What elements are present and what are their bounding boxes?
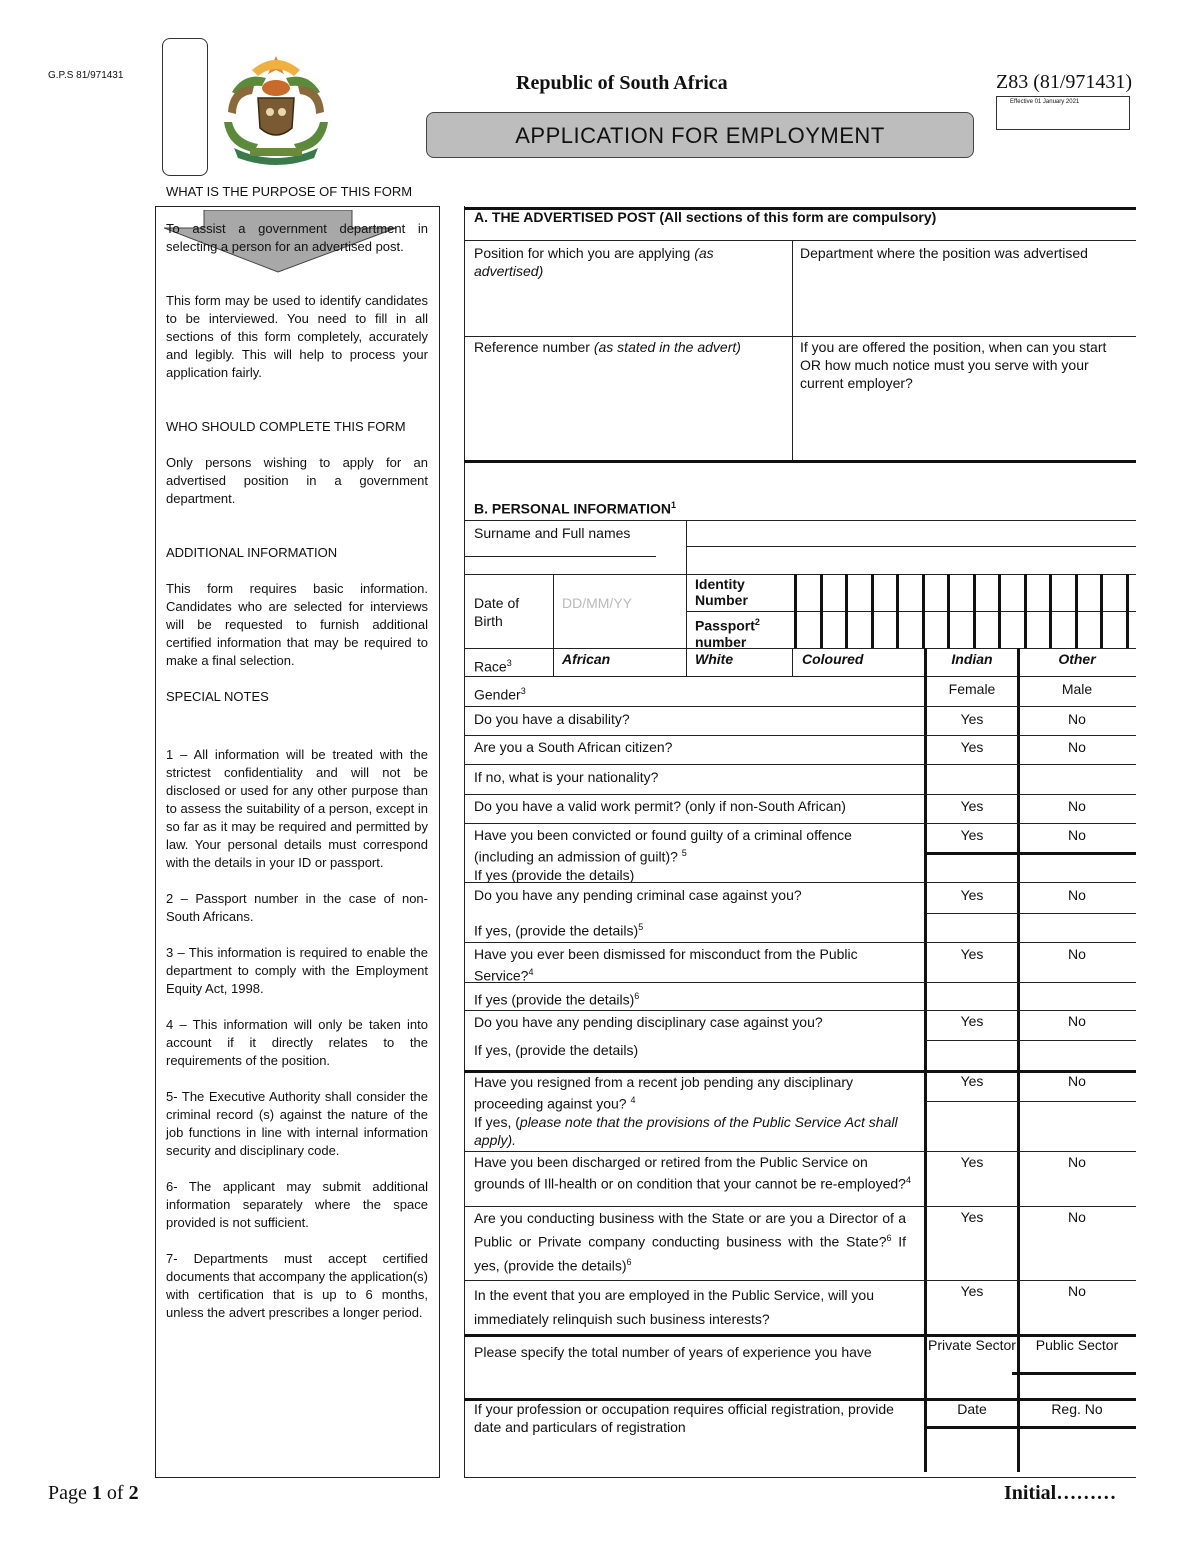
q-resigned: Have you resigned from a recent job pending any disciplinary proceeding against you? $^4$ If yes, (please note that the provisions of the Public Service Act shall apply). (474, 1074, 898, 1148)
q-experience: Please specify the total number of years of experience you have (474, 1344, 872, 1360)
q-convicted: Have you been convicted or found guilty of a criminal offence (including an admission of guilt)? $^5$ If yes (provide the details) (474, 827, 852, 883)
additional-heading: ADDITIONAL INFORMATION (166, 545, 338, 560)
permit-yes[interactable]: Yes (960, 798, 984, 814)
citizen-yes[interactable]: Yes (960, 739, 984, 755)
id-box-divider (896, 574, 899, 648)
who-text: Only persons wishing to apply for an advertised position in a government department. (166, 455, 428, 506)
pending-criminal-yes[interactable]: Yes (960, 887, 984, 903)
citizen-no[interactable]: No (1068, 739, 1086, 755)
q-pending-disc: Do you have any pending disciplinary case against you? (474, 1014, 823, 1030)
note-5: 5- The Executive Authority shall consider the criminal record (s) against the nature of the job functions in line with internal information security and disciplinary code. (166, 1089, 428, 1158)
race-option-indian[interactable]: Indian (951, 651, 993, 667)
convicted-yes[interactable]: Yes (960, 827, 984, 843)
race-option-white[interactable]: White (695, 651, 734, 667)
position-label: Position for which you are applying (as advertised) (474, 245, 714, 279)
disability-no[interactable]: No (1068, 711, 1086, 727)
who-heading: WHO SHOULD COMPLETE THIS FORM (166, 419, 406, 434)
race-option-coloured[interactable]: Coloured (802, 651, 864, 667)
id-box-divider (1075, 574, 1078, 648)
reference-label: Reference number (as stated in the advert) (474, 339, 741, 355)
initial-field[interactable]: Initial……… (1004, 1482, 1117, 1504)
id-box-divider (922, 574, 925, 648)
page-number: Page 1 of 2 (48, 1482, 139, 1504)
form-title: APPLICATION FOR EMPLOYMENT (426, 112, 974, 158)
race-option-african[interactable]: African (562, 651, 611, 667)
gender-female[interactable]: Female (948, 681, 996, 697)
q-registration: If your profession or occupation requires official registration, provide date and particulars of registration (474, 1401, 894, 1435)
experience-public-label: Public Sector (1035, 1337, 1119, 1353)
id-box-divider (871, 574, 874, 648)
dismissed-no[interactable]: No (1068, 946, 1086, 962)
id-box-divider (794, 574, 797, 648)
q-business: Are you conducting business with the State or are you a Director of a Public or Private company conducting business with the State?$^6$ If yes, (provide the details)$^6$ (474, 1210, 906, 1274)
pending-criminal-no[interactable]: No (1068, 887, 1086, 903)
id-label: Identity Number (695, 576, 748, 608)
country-name: Republic of South Africa (516, 72, 728, 94)
start-label: If you are offered the position, when can you start OR how much notice must you serve with your current employer? (800, 339, 1107, 391)
usage-text: This form may be used to identify candidates to be interviewed. You need to fill in all sections of this form completely, accurately and legibly. This will help to process your application fairly. (166, 293, 428, 380)
q-dismissed: Have you ever been dismissed for misconduct from the Public Service?$^4$ (474, 946, 858, 984)
id-box-divider (845, 574, 848, 648)
pending-disc-no[interactable]: No (1068, 1013, 1086, 1029)
q-pending-criminal-detail: If yes, (provide the details)$^5$ (474, 922, 644, 939)
purpose-text: To assist a government department in selecting a person for an advertised post. (166, 221, 428, 254)
gender-male[interactable]: Male (1061, 681, 1093, 697)
id-box-divider (998, 574, 1001, 648)
permit-no[interactable]: No (1068, 798, 1086, 814)
form-code: Z83 (81/971431) (996, 71, 1133, 93)
gps-code: G.P.S 81/971431 (48, 70, 124, 81)
stamp-box (162, 38, 208, 176)
section-b-heading: B. PERSONAL INFORMATION$^1$ (474, 500, 677, 517)
q-citizen: Are you a South African citizen? (474, 739, 673, 755)
id-box-divider (1100, 574, 1103, 648)
race-option-other[interactable]: Other (1058, 651, 1096, 667)
passport-label: Passport$^2$ number (695, 617, 760, 650)
q-disability: Do you have a disability? (474, 711, 630, 727)
business-yes[interactable]: Yes (960, 1209, 984, 1225)
dob-input[interactable]: DD/MM/YY (562, 595, 632, 611)
race-label: Race$^3$ (474, 658, 512, 675)
q-dismissed-detail: If yes (provide the details)$^6$ (474, 991, 640, 1008)
discharged-no[interactable]: No (1068, 1154, 1086, 1170)
relinquish-no[interactable]: No (1068, 1283, 1086, 1299)
reg-no-label: Reg. No (1051, 1401, 1103, 1417)
dob-label: Date of Birth (474, 595, 520, 629)
id-box-divider (820, 574, 823, 648)
note-3: 3 – This information is required to enable the department to comply with the Employment Equity Act, 1998. (166, 945, 428, 996)
q-pending-criminal: Do you have any pending criminal case against you? (474, 887, 802, 903)
note-7: 7- Departments must accept certified documents that accompany the application(s) with certification that is up to 6 months, unless the advert prescribes a longer period. (166, 1251, 428, 1320)
q-relinquish: In the event that you are employed in the Public Service, will you immediately relinquish such business interests? (474, 1287, 874, 1327)
note-2: 2 – Passport number in the case of non-South Africans. (166, 891, 428, 924)
purpose-heading: WHAT IS THE PURPOSE OF THIS FORM (166, 184, 413, 199)
note-4: 4 – This information will only be taken into account if it directly relates to the requirements of the position. (166, 1017, 428, 1068)
pending-disc-yes[interactable]: Yes (960, 1013, 984, 1029)
id-box-divider (1024, 574, 1027, 648)
note-6: 6- The applicant may submit additional information separately where the space provided is not sufficient. (166, 1179, 428, 1230)
business-no[interactable]: No (1068, 1209, 1086, 1225)
id-box-divider (1049, 574, 1052, 648)
convicted-no[interactable]: No (1068, 827, 1086, 843)
discharged-yes[interactable]: Yes (960, 1154, 984, 1170)
q-nationality: If no, what is your nationality? (474, 769, 659, 785)
section-a-heading: A. THE ADVERTISED POST (All sections of this form are compulsory) (474, 209, 937, 225)
id-box-divider (973, 574, 976, 648)
resigned-no[interactable]: No (1068, 1073, 1086, 1089)
department-label: Department where the position was advertised (800, 245, 1088, 261)
q-discharged: Have you been discharged or retired from the Public Service on grounds of Ill-health or on condition that your cannot be re-employed?$^4$ (474, 1154, 911, 1192)
experience-private-label: Private Sector (928, 1337, 1016, 1353)
relinquish-yes[interactable]: Yes (960, 1283, 984, 1299)
dismissed-yes[interactable]: Yes (960, 946, 984, 962)
id-box-divider (1126, 574, 1129, 648)
effective-date: Effective 01 January 2021 (1010, 99, 1080, 105)
additional-text: This form requires basic information. Candidates who are selected for interviews will be requested to furnish additional certified information that may be required to make a final selection. (166, 581, 428, 668)
id-box-divider (947, 574, 950, 648)
notes-heading: SPECIAL NOTES (166, 689, 269, 704)
note-1: 1 – All information will be treated with the strictest confidentiality and will not be disclosed or used for any other purpose than to assess the suitability of a person, except in so far as it may be required and permitted by law. Your personal details must correspond with the details in your ID or passport. (166, 747, 428, 870)
reg-date-label: Date (957, 1401, 987, 1417)
surname-label: Surname and Full names (474, 525, 631, 541)
q-permit: Do you have a valid work permit? (only if non-South African) (474, 798, 846, 814)
resigned-yes[interactable]: Yes (960, 1073, 984, 1089)
disability-yes[interactable]: Yes (960, 711, 984, 727)
coat-of-arms-icon (214, 52, 338, 168)
q-pending-disc-detail: If yes, (provide the details) (474, 1042, 639, 1058)
gender-label: Gender$^3$ (474, 686, 526, 703)
